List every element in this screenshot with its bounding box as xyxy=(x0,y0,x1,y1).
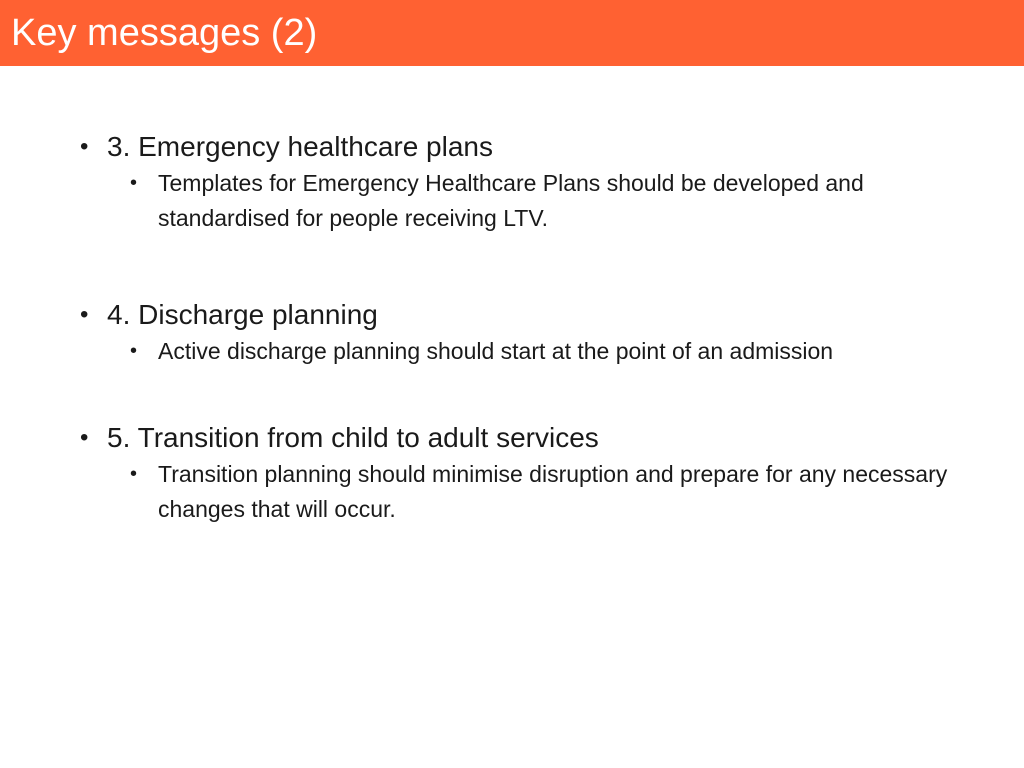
item-heading xyxy=(78,419,978,457)
list-item xyxy=(78,296,978,369)
bullet-list xyxy=(78,128,978,527)
title-bar xyxy=(0,0,1024,66)
item-heading-text: 3. Emergency healthcare plans xyxy=(107,131,493,162)
bullet-icon: • xyxy=(80,133,89,160)
item-detail xyxy=(128,334,978,369)
item-heading xyxy=(78,128,978,166)
bullet-icon: • xyxy=(80,424,89,451)
list-item xyxy=(78,128,978,236)
item-heading-text: 4. Discharge planning xyxy=(107,299,378,330)
item-detail-text: Transition planning should minimise disruption and prepare for any necessary changes that will occur. xyxy=(158,461,948,522)
item-detail xyxy=(128,166,978,236)
item-heading xyxy=(78,296,978,334)
item-detail xyxy=(128,457,978,527)
slide-title: Key messages (2) xyxy=(11,12,318,54)
item-detail-text: Active discharge planning should start at the point of an admission xyxy=(158,338,834,364)
bullet-icon: • xyxy=(80,301,89,328)
list-item xyxy=(78,419,978,527)
item-heading-text: 5. Transition from child to adult services xyxy=(107,422,599,453)
sub-bullet-icon: • xyxy=(130,463,138,485)
sub-bullet-icon: • xyxy=(130,172,138,194)
item-detail-text: Templates for Emergency Healthcare Plans should be developed and standardised for people receiving LTV. xyxy=(158,170,864,231)
sub-bullet-icon: • xyxy=(130,340,138,362)
